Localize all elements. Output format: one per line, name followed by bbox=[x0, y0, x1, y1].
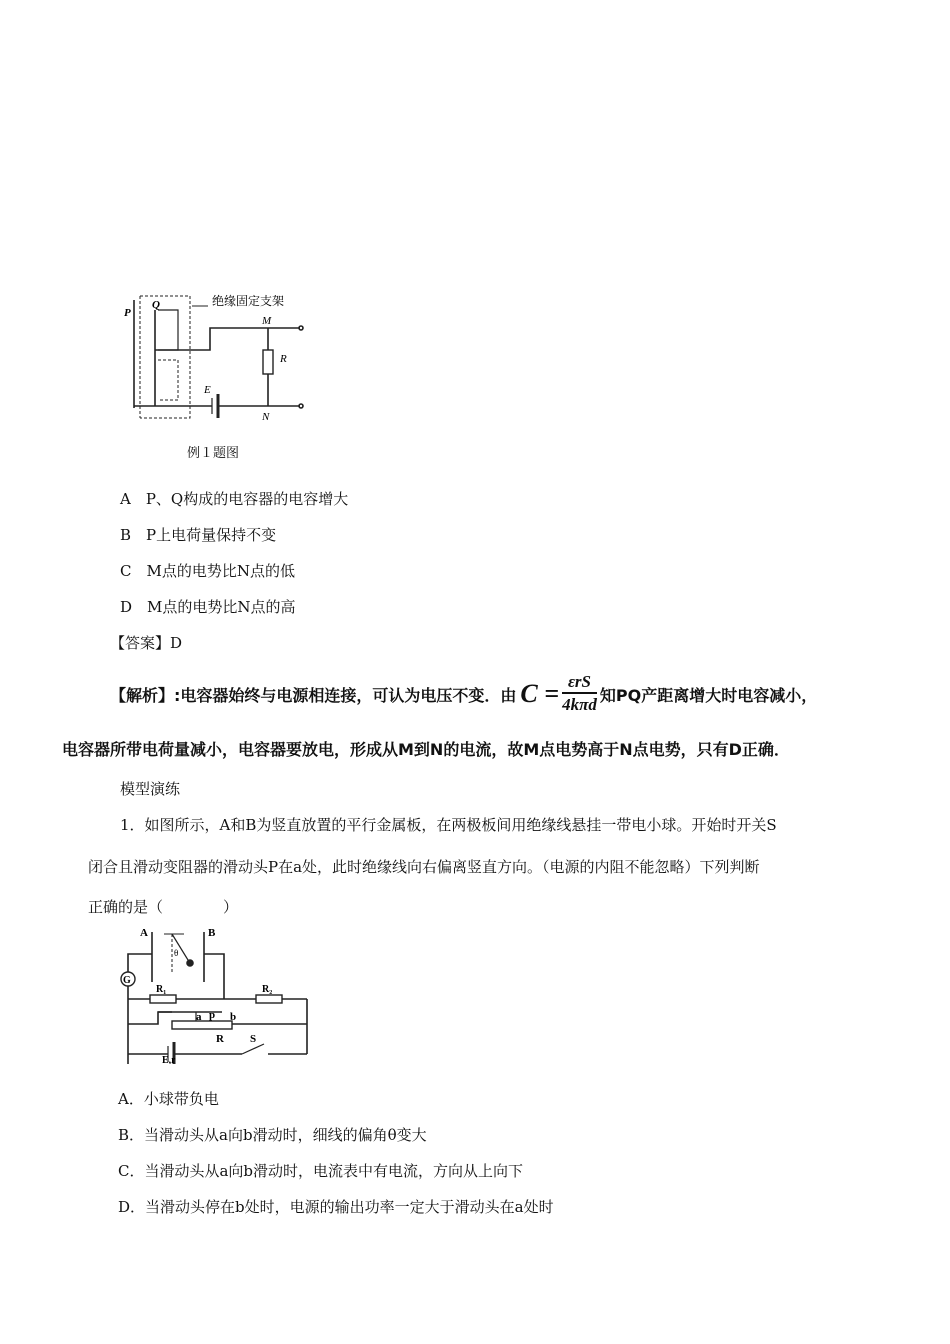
label-Er: E,r bbox=[162, 1055, 176, 1064]
formula-denominator: 4kπd bbox=[562, 695, 597, 714]
label-p: p bbox=[209, 1009, 216, 1021]
label-a: a bbox=[196, 1011, 202, 1023]
label-G: G bbox=[123, 975, 131, 986]
label-N: N bbox=[262, 411, 270, 423]
figure-parallel-plate-circuit bbox=[112, 924, 322, 1064]
analysis-text-1: 电容器始终与电源相连接，可认为电压不变．由 bbox=[180, 685, 517, 705]
section-title: 模型演练 bbox=[120, 780, 181, 798]
option-1a: A P、Q构成的电容器的电容增大 bbox=[120, 490, 349, 508]
label-R: R bbox=[280, 353, 287, 365]
label-Q: Q bbox=[152, 299, 160, 311]
option-2b: B．当滑动头从a向b滑动时，细线的偏角θ变大 bbox=[118, 1126, 427, 1144]
figure1-caption: 例１题图 bbox=[187, 446, 240, 461]
option-2d: D．当滑动头停在b处时，电源的输出功率一定大于滑动头在a处时 bbox=[118, 1198, 554, 1216]
label-P: P bbox=[124, 307, 131, 319]
figure-capacitor-circuit bbox=[120, 288, 310, 423]
capacitance-formula bbox=[562, 672, 597, 716]
label-b: b bbox=[230, 1011, 237, 1023]
label-R1: R₁ bbox=[156, 984, 167, 995]
label-M: M bbox=[262, 315, 272, 327]
question-line-2: 闭合且滑动变阻器的滑动头P在a处，此时绝缘线向右偏离竖直方向。（电源的内阻不能忽略）下列判断 bbox=[88, 858, 760, 876]
label-A: A bbox=[140, 927, 148, 939]
option-2c: C．当滑动头从a向b滑动时，电流表中有电流，方向从上向下 bbox=[118, 1162, 524, 1180]
analysis-line-1 bbox=[110, 664, 817, 724]
analysis-text-2: 知PQ产距离增大时电容减小， bbox=[599, 685, 818, 705]
support-label: 绝缘固定支架 bbox=[212, 294, 285, 308]
label-B: B bbox=[208, 927, 216, 939]
label-theta: θ bbox=[174, 948, 179, 958]
analysis-line-2: 电容器所带电荷量减小，电容器要放电，形成从M到N的电流，故M点电势高于N点电势，只有D正确． bbox=[62, 740, 790, 759]
analysis-prefix: 【解析】: bbox=[110, 685, 181, 705]
question-line-3: 正确的是（ ） bbox=[88, 898, 239, 916]
option-2a: A．小球带负电 bbox=[118, 1090, 219, 1108]
label-R: R bbox=[216, 1033, 224, 1045]
label-E: E bbox=[204, 384, 211, 396]
formula-lhs: C = bbox=[520, 679, 560, 708]
answer: 【答案】D bbox=[110, 634, 183, 652]
question-line-1: 1．如图所示，A和B为竖直放置的平行金属板，在两极板间用绝缘线悬挂一带电小球。开始时开关S bbox=[120, 816, 777, 834]
option-1c: C M点的电势比N点的低 bbox=[120, 562, 295, 580]
label-S: S bbox=[250, 1033, 257, 1045]
formula-numerator: εrS bbox=[562, 672, 597, 694]
option-1d: D M点的电势比N点的高 bbox=[120, 598, 296, 616]
option-1b: B P上电荷量保持不变 bbox=[120, 526, 277, 544]
label-R2: R₂ bbox=[262, 984, 273, 995]
